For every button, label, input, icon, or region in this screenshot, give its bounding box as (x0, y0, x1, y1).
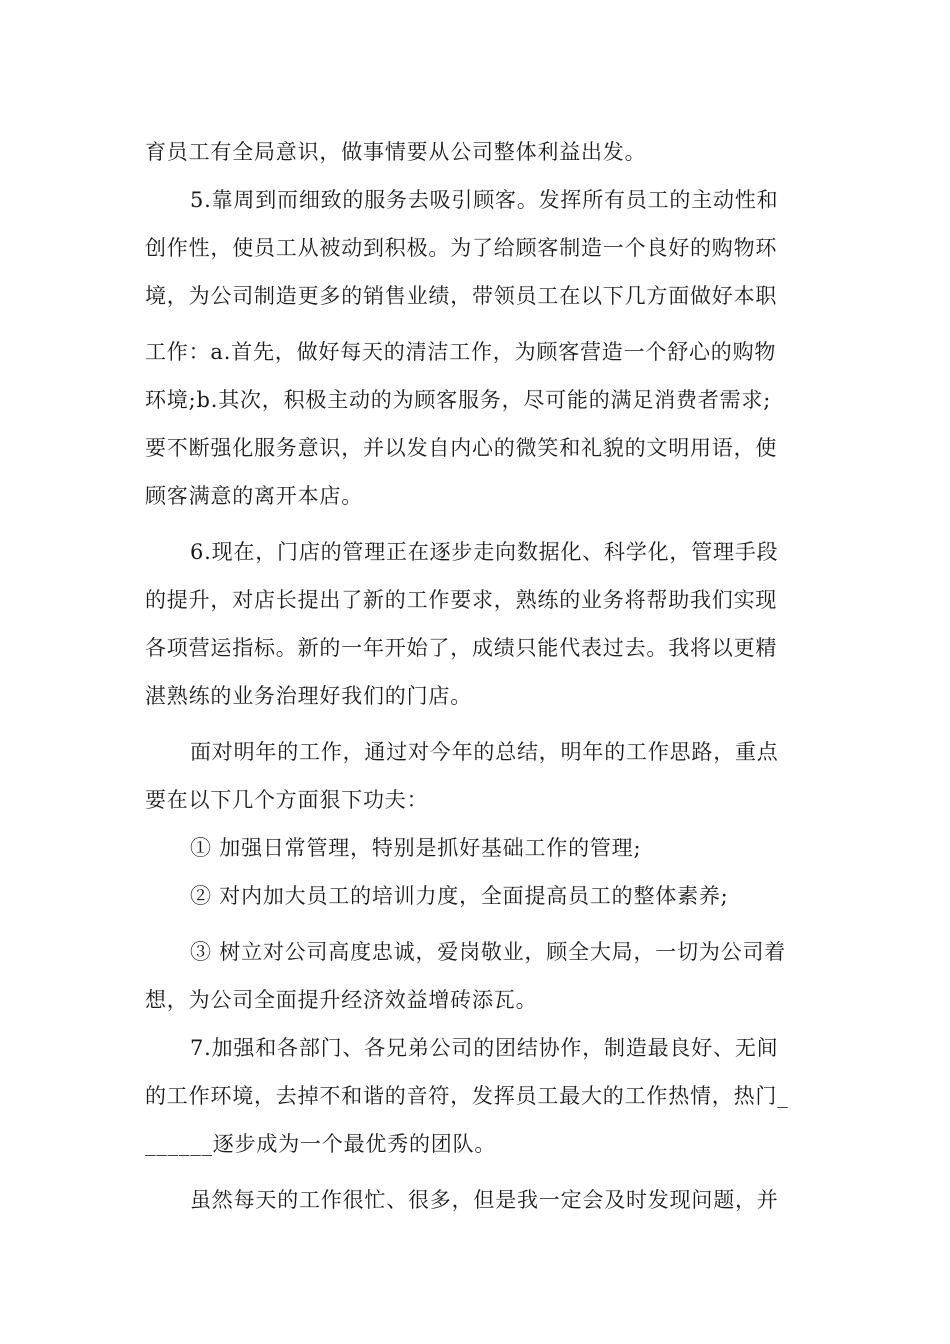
text-line: 想，为公司全面提升经济效益增砖添瓦。 (145, 988, 538, 1012)
text-line: 的工作环境，去掉不和谐的音符，发挥员工最大的工作热情，热门_ (145, 1084, 789, 1108)
text-line: 境，为公司制造更多的销售业绩，带领员工在以下几方面做好本职 (145, 284, 778, 308)
text-line: 5.靠周到而细致的服务去吸引顾客。发挥所有员工的主动性和 (190, 188, 779, 212)
text-line: 环境;b.其次，积极主动的为顾客服务，尽可能的满足消费者需求; (145, 388, 772, 412)
text-line: 各项营运指标。新的一年开始了，成绩只能代表过去。我将以更精 (145, 636, 778, 660)
list-item: ① 加强日常管理，特别是抓好基础工作的管理; (190, 836, 642, 860)
text-line: 顾客满意的离开本店。 (145, 484, 363, 508)
text-line: 面对明年的工作，通过对今年的总结，明年的工作思路，重点 (190, 740, 779, 764)
text-line: 创作性，使员工从被动到积极。为了给顾客制造一个良好的购物环 (145, 236, 778, 260)
text-line: ______逐步成为一个最优秀的团队。 (145, 1132, 497, 1156)
text-line: 虽然每天的工作很忙、很多，但是我一定会及时发现问题，并 (190, 1188, 779, 1212)
list-item: ② 对内加大员工的培训力度，全面提高员工的整体素养; (190, 884, 729, 908)
text-line: 6.现在，门店的管理正在逐步走向数据化、科学化，管理手段 (190, 540, 779, 564)
text-line: 工作：a.首先，做好每天的清洁工作，为顾客营造一个舒心的购物 (145, 340, 777, 364)
text-line: 湛熟练的业务治理好我们的门店。 (145, 684, 472, 708)
text-line: 的提升，对店长提出了新的工作要求，熟练的业务将帮助我们实现 (145, 588, 778, 612)
text-line: 要不断强化服务意识，并以发自内心的微笑和礼貌的文明用语，使 (145, 436, 778, 460)
text-line: 7.加强和各部门、各兄弟公司的团结协作，制造最良好、无间 (190, 1036, 779, 1060)
list-item: ③ 树立对公司高度忠诚，爱岗敬业，顾全大局，一切为公司着 (190, 940, 787, 964)
text-line: 要在以下几个方面狠下功夫： (145, 788, 429, 812)
text-line: 育员工有全局意识，做事情要从公司整体利益出发。 (145, 140, 647, 164)
